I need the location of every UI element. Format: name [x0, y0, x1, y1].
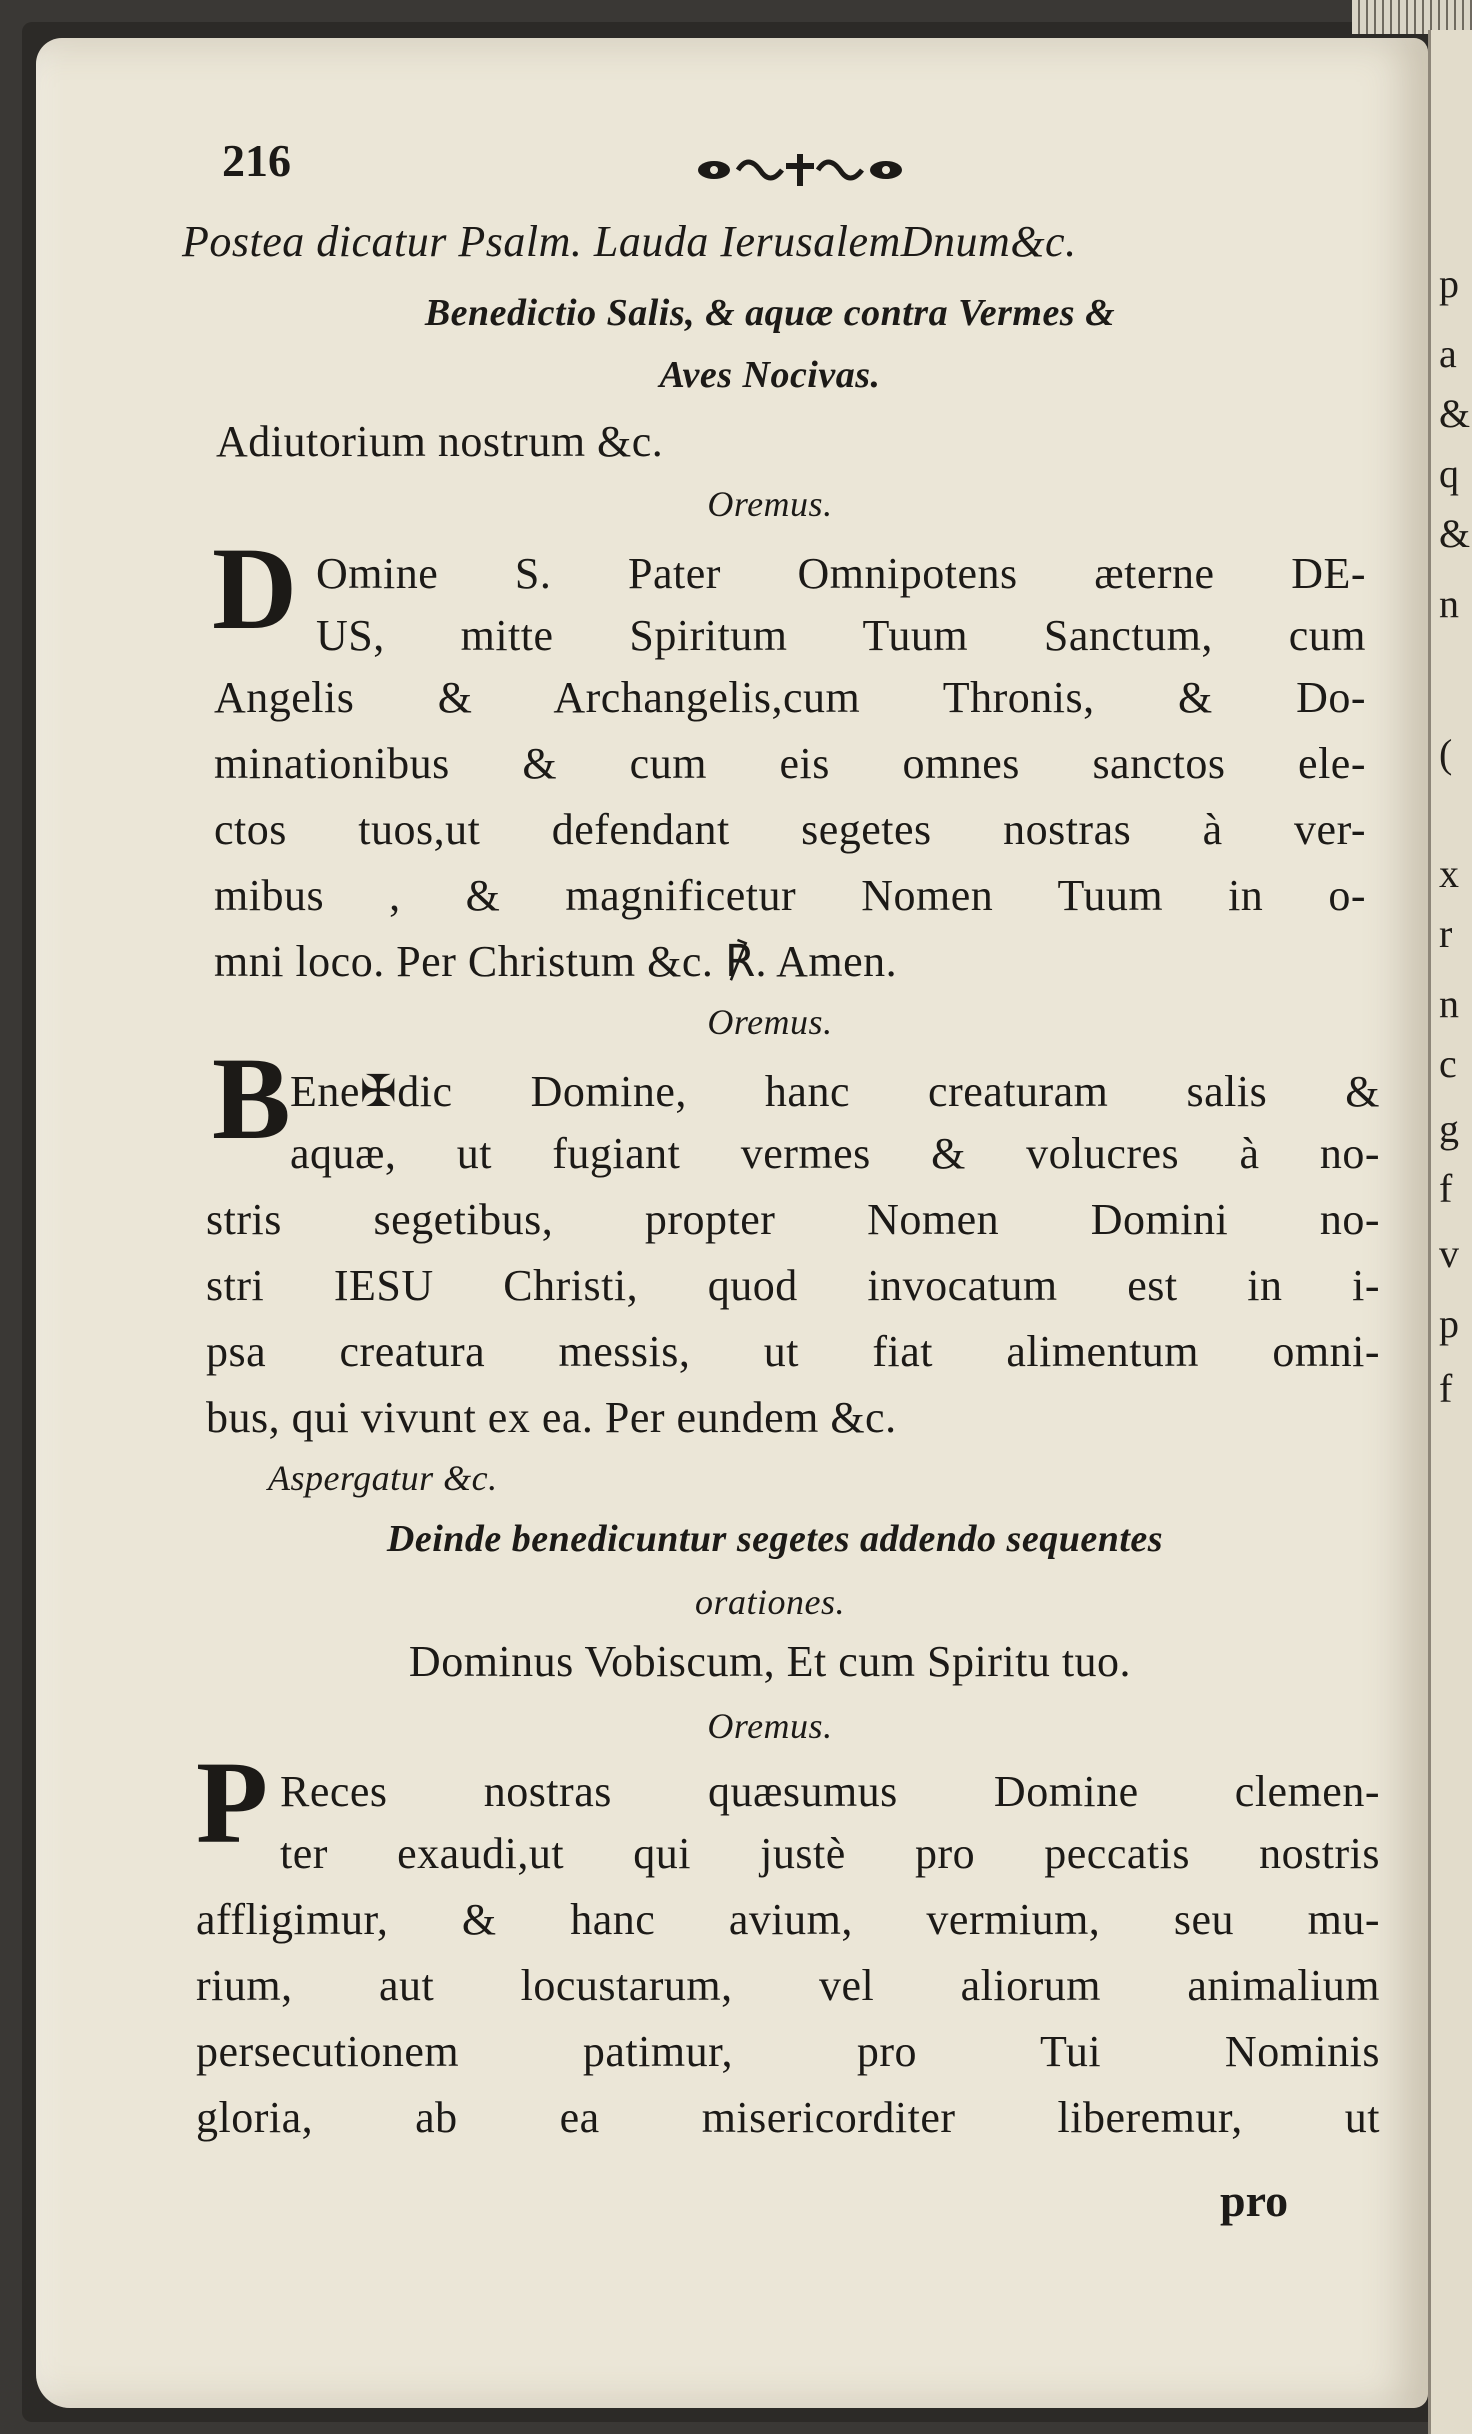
- page-number: 216: [222, 135, 291, 186]
- prayer-line: psa creatura messis, ut fiat alimentum omni-: [206, 1327, 1380, 1376]
- prayer-line: stris segetibus, propter Nomen Domini no-: [206, 1195, 1380, 1244]
- drop-capital: B: [212, 1033, 291, 1164]
- drop-capital: D: [212, 523, 298, 654]
- prayer-line: mni loco. Per Christum &c. ℟. Amen.: [214, 937, 898, 986]
- rubric-line-continued: orationes.: [694, 1582, 845, 1622]
- prayer-line: minationibus & cum eis omnes sanctos ele-: [214, 739, 1366, 788]
- rubric-aspergatur: Aspergatur &c.: [268, 1458, 498, 1498]
- facing-glyph: n: [1439, 981, 1459, 1026]
- prayer-line: Omine S. Pater Omnipotens æterne DE-: [316, 549, 1366, 598]
- catchword: pro: [1220, 2175, 1289, 2226]
- versicle: Adiutorium nostrum &c.: [216, 417, 664, 466]
- prayer-line: rium, aut locustarum, vel aliorum animalium: [196, 1961, 1380, 2010]
- facing-glyph: v: [1439, 1231, 1459, 1276]
- facing-glyph: x: [1439, 851, 1459, 896]
- benediction-title-continued: Aves Nocivas.: [659, 354, 881, 396]
- rubric-line: Deinde benedicuntur segetes addendo sequentes: [386, 1518, 1164, 1560]
- oremus-heading: Oremus.: [707, 1706, 833, 1746]
- benediction-title: Benedictio Salis, & aquæ contra Vermes &: [424, 292, 1116, 334]
- facing-glyph: r: [1439, 911, 1453, 956]
- prayer-line: Reces nostras quæsumus Domine clemen-: [280, 1767, 1380, 1816]
- drop-capital: P: [196, 1737, 269, 1868]
- prayer-line: Angelis & Archangelis,cum Thronis, & Do-: [214, 673, 1366, 722]
- facing-glyph: &: [1439, 511, 1471, 556]
- versicle: Dominus Vobiscum, Et cum Spiritu tuo.: [408, 1637, 1132, 1686]
- facing-glyph: g: [1439, 1106, 1459, 1151]
- facing-glyph: q: [1439, 451, 1459, 496]
- facing-glyph: &: [1439, 391, 1471, 436]
- header-line: Postea dicatur Psalm. Lauda IerusalemDnum&c.: [182, 217, 1077, 266]
- prayer-line: Ene✠dic Domine, hanc creaturam salis &: [290, 1067, 1380, 1116]
- facing-glyph: p: [1439, 1301, 1459, 1346]
- facing-glyph: f: [1439, 1366, 1453, 1411]
- prayer-line: mibus , & magnificetur Nomen Tuum in o-: [214, 871, 1366, 920]
- oremus-heading: Oremus.: [707, 484, 833, 524]
- prayer-line: bus, qui vivunt ex ea. Per eundem &c.: [206, 1393, 897, 1442]
- facing-glyph: a: [1439, 331, 1457, 376]
- facing-glyph: p: [1439, 261, 1459, 306]
- facing-glyph: f: [1439, 1166, 1453, 1211]
- prayer-line: affligimur, & hanc avium, vermium, seu mu-: [196, 1895, 1380, 1944]
- facing-glyph: c: [1439, 1041, 1457, 1086]
- facing-glyph: n: [1439, 581, 1459, 626]
- prayer-line: stri IESU Christi, quod invocatum est in i-: [206, 1261, 1380, 1310]
- prayer-line: gloria, ab ea misericorditer liberemur, ut: [196, 2093, 1380, 2142]
- prayer-line: ctos tuos,ut defendant segetes nostras à ver-: [214, 805, 1366, 854]
- prayer-line: persecutionem patimur, pro Tui Nominis: [196, 2027, 1380, 2076]
- prayer-line: ter exaudi,ut qui justè pro peccatis nostris: [280, 1829, 1380, 1878]
- prayer-line: US, mitte Spiritum Tuum Sanctum, cum: [316, 611, 1366, 660]
- prayer-line: aquæ, ut fugiant vermes & volucres à no-: [290, 1129, 1380, 1178]
- facing-glyph: (: [1439, 731, 1453, 776]
- oremus-heading: Oremus.: [707, 1002, 833, 1042]
- header-ornament: [690, 148, 910, 188]
